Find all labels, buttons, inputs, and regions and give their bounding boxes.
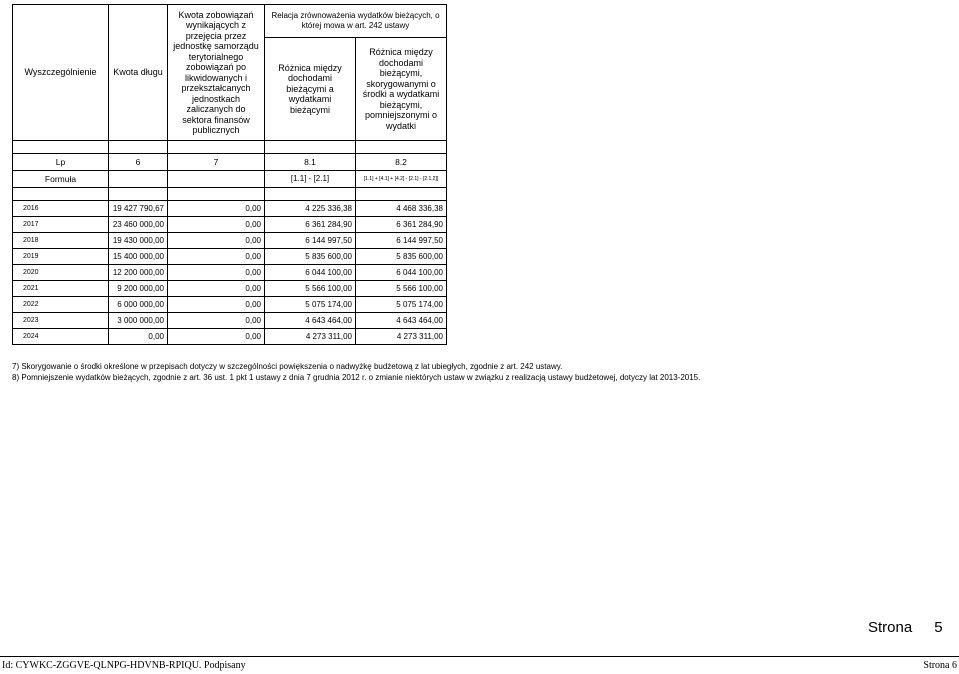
header-takeover: Kwota zobowiązań wynikających z przejęcia przez jednostkę samorządu terytorialnego zobowiązań po likwidowanych i przekształcanych jednostkach zaliczanych do sektora finansów publicznych [168,5,265,141]
table-row [13,281,447,297]
row-diff-adjusted: 6 044 100,00 [356,265,447,281]
row-diff-current: 4 225 336,38 [265,201,356,217]
spacer-row [13,141,447,154]
row-takeover: 0,00 [168,265,265,281]
row-diff-current: 5 835 600,00 [265,249,356,265]
row-diff-adjusted: 4 273 311,00 [356,329,447,345]
row-debt: 3 000 000,00 [109,313,168,329]
row-year: 2023 [13,313,109,329]
table-row [13,201,447,217]
row-year: 2018 [13,233,109,249]
formula-row [13,171,447,188]
lp-row [13,154,447,171]
row-debt: 19 427 790,67 [109,201,168,217]
row-takeover: 0,00 [168,217,265,233]
row-debt: 0,00 [109,329,168,345]
row-diff-adjusted: 5 075 174,00 [356,297,447,313]
row-debt: 23 460 000,00 [109,217,168,233]
row-diff-adjusted: 6 361 284,90 [356,217,447,233]
lp-label: Lp [13,154,109,171]
lp-col-8-1: 8.1 [265,154,356,171]
table-row [13,249,447,265]
row-diff-adjusted: 5 835 600,00 [356,249,447,265]
formula-col-8-1: [1.1] - [2.1] [265,171,356,188]
formula-col-8-2: [1.1] + [4.1] + [4.2] - [2.1] - [2.1.2]] [356,171,447,188]
row-debt: 6 000 000,00 [109,297,168,313]
formula-col-6 [109,171,168,188]
table-row [13,233,447,249]
page-number: 5 [934,619,943,636]
row-year: 2017 [13,217,109,233]
row-diff-current: 5 075 174,00 [265,297,356,313]
row-takeover: 0,00 [168,297,265,313]
row-year: 2024 [13,329,109,345]
footer-divider [0,656,959,657]
spacer-row [13,188,447,201]
formula-col-7 [168,171,265,188]
lp-col-8-2: 8.2 [356,154,447,171]
row-takeover: 0,00 [168,201,265,217]
row-takeover: 0,00 [168,329,265,345]
row-year: 2022 [13,297,109,313]
table-row [13,217,447,233]
row-year: 2021 [13,281,109,297]
row-debt: 15 400 000,00 [109,249,168,265]
header-debt: Kwota długu [109,5,168,141]
row-diff-current: 4 643 464,00 [265,313,356,329]
header-relation-group: Relacja zrównoważenia wydatków bieżących, o której mowa w art. 242 ustawy [265,5,447,38]
row-diff-adjusted: 6 144 997,50 [356,233,447,249]
row-diff-current: 5 566 100,00 [265,281,356,297]
row-year: 2019 [13,249,109,265]
wpf-table [12,4,447,345]
row-year: 2016 [13,201,109,217]
row-takeover: 0,00 [168,233,265,249]
header-diff-current: Różnica między dochodami bieżącymi a wydatkami bieżącymi [265,38,356,141]
header-description: Wyszczególnienie [13,5,109,141]
row-diff-current: 6 361 284,90 [265,217,356,233]
row-diff-adjusted: 5 566 100,00 [356,281,447,297]
row-takeover: 0,00 [168,313,265,329]
header-diff-adjusted: Różnica między dochodami bieżącymi, skorygowanymi o środki a wydatkami bieżącymi, pomniejszonymi o wydatki [356,38,447,141]
table-row [13,297,447,313]
header-row-1 [13,5,447,38]
row-diff-adjusted: 4 643 464,00 [356,313,447,329]
formula-label: Formuła [13,171,109,188]
row-diff-current: 6 144 997,50 [265,233,356,249]
lp-col-7: 7 [168,154,265,171]
page-label: Strona [868,619,913,636]
row-year: 2020 [13,265,109,281]
row-debt: 19 430 000,00 [109,233,168,249]
row-debt: 12 200 000,00 [109,265,168,281]
footnote-8: 8) Pomniejszenie wydatków bieżących, zgodnie z art. 36 ust. 1 pkt 1 ustawy z dnia 7 grudnia 2012 r. o zmianie niektórych ustaw w związku z realizacją ustawy budżetowej, dotyczy lat 2013-2015. [12,373,701,382]
row-diff-adjusted: 4 468 336,38 [356,201,447,217]
table-row [13,329,447,345]
row-diff-current: 6 044 100,00 [265,265,356,281]
row-debt: 9 200 000,00 [109,281,168,297]
footer-page-number: Strona 6 [923,660,957,671]
row-diff-current: 4 273 311,00 [265,329,356,345]
table-row [13,313,447,329]
row-takeover: 0,00 [168,249,265,265]
footer-document-id: Id: CYWKC-ZGGVE-QLNPG-HDVNB-RPIQU. Podpisany [2,660,246,671]
footnote-7: 7) Skorygowanie o środki określone w przepisach dotyczy w szczególności powiększenia o nadwyżkę budżetową z lat ubiegłych, zgodnie z art. 242 ustawy. [12,362,563,371]
row-takeover: 0,00 [168,281,265,297]
page-number-large [868,619,943,636]
table-row [13,265,447,281]
lp-col-6: 6 [109,154,168,171]
